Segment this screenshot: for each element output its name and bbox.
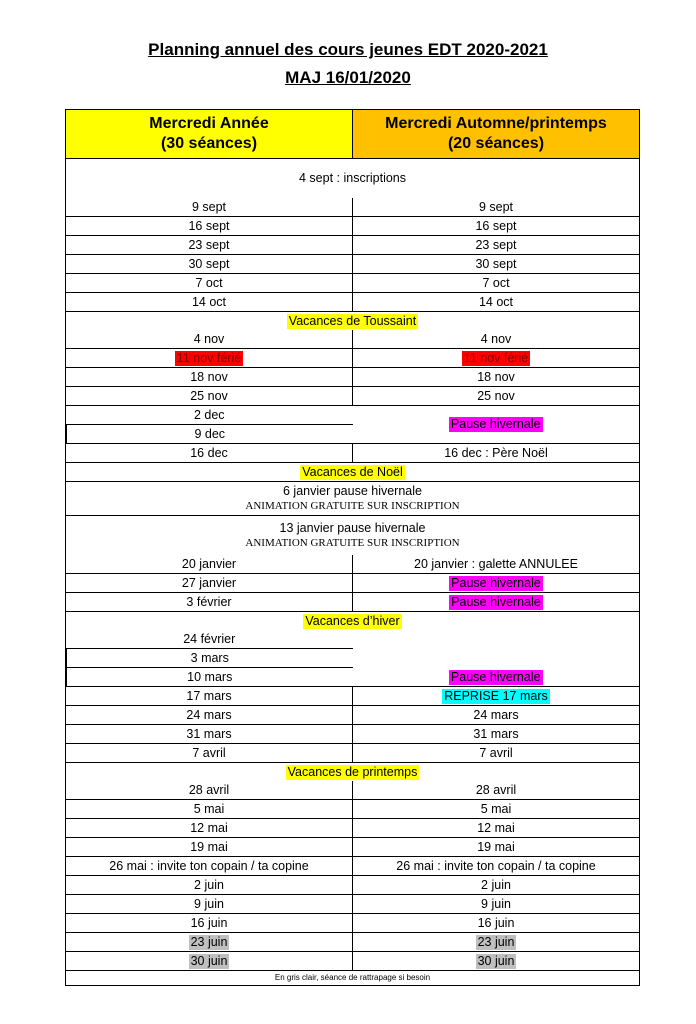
table-row: 17 mars REPRISE 17 mars <box>66 686 639 705</box>
schedule-table <box>65 109 640 986</box>
col2-header: Mercredi Automne/printemps (20 séances) <box>352 110 639 158</box>
table-row: 5 mai 5 mai <box>66 799 639 818</box>
vacation-row-printemps: Vacances de printemps <box>66 762 639 781</box>
table-row: 23 juin 23 juin <box>66 932 639 951</box>
table-row: 7 oct 7 oct <box>66 273 639 292</box>
vacation-row-hiver: Vacances d’hiver <box>66 611 639 630</box>
block-nov-dec <box>66 330 639 462</box>
table-row: 25 nov 25 nov <box>66 386 639 405</box>
block-jan-feb <box>66 555 639 611</box>
block-apr-jun <box>66 781 639 970</box>
table-row: 28 avril 28 avril <box>66 781 639 799</box>
footer-note-row: En gris clair, séance de rattrapage si besoin <box>66 970 639 985</box>
table-row: 7 avril 7 avril <box>66 743 639 762</box>
table-row: 27 janvier Pause hivernale <box>66 573 639 592</box>
table-row: 19 mai 19 mai <box>66 837 639 856</box>
table-row: 18 nov 18 nov <box>66 367 639 386</box>
inscriptions-row: 4 sept : inscriptions <box>66 158 639 198</box>
table-row: 9 sept 9 sept <box>66 198 639 216</box>
jan13-row: 13 janvier pause hivernale ANIMATION GRATUITE SUR INSCRIPTION <box>66 515 639 555</box>
table-row: 14 oct 14 oct <box>66 292 639 311</box>
table-row: 31 mars 31 mars <box>66 724 639 743</box>
table-header-row <box>66 110 639 158</box>
table-row: 30 juin 30 juin <box>66 951 639 970</box>
vacation-row-noel: Vacances de Noël <box>66 462 639 481</box>
block-sept-oct <box>66 198 639 311</box>
table-row: 9 juin 9 juin <box>66 894 639 913</box>
col1-header: Mercredi Année (30 séances) <box>66 110 352 158</box>
table-row: 4 nov 4 nov <box>66 330 639 348</box>
table-row: 16 sept 16 sept <box>66 216 639 235</box>
page-subtitle: MAJ 16/01/2020 <box>285 68 411 87</box>
table-row: 20 janvier 20 janvier : galette ANNULEE <box>66 555 639 573</box>
table-row: 24 mars 24 mars <box>66 705 639 724</box>
table-row: 11 nov férié 11 nov férié <box>66 348 639 367</box>
table-row: 12 mai 12 mai <box>66 818 639 837</box>
table-row: 23 sept 23 sept <box>66 235 639 254</box>
vacation-row-toussaint: Vacances de Toussaint <box>66 311 639 330</box>
table-row: 24 février 3 mars 10 mars Pause hivernale <box>66 630 639 686</box>
table-row: 2 dec 9 dec Pause hivernale <box>66 405 639 443</box>
page-title: Planning annuel des cours jeunes EDT 2020-2021 <box>148 40 548 59</box>
table-row: 16 dec 16 dec : Père Noël <box>66 443 639 462</box>
table-row: 2 juin 2 juin <box>66 875 639 894</box>
block-feb-apr <box>66 630 639 762</box>
jan6-row: 6 janvier pause hivernale ANIMATION GRATUITE SUR INSCRIPTION <box>66 481 639 515</box>
table-row: 26 mai : invite ton copain / ta copine 26 mai : invite ton copain / ta copine <box>66 856 639 875</box>
table-row: 3 février Pause hivernale <box>66 592 639 611</box>
table-row: 30 sept 30 sept <box>66 254 639 273</box>
table-row: 16 juin 16 juin <box>66 913 639 932</box>
